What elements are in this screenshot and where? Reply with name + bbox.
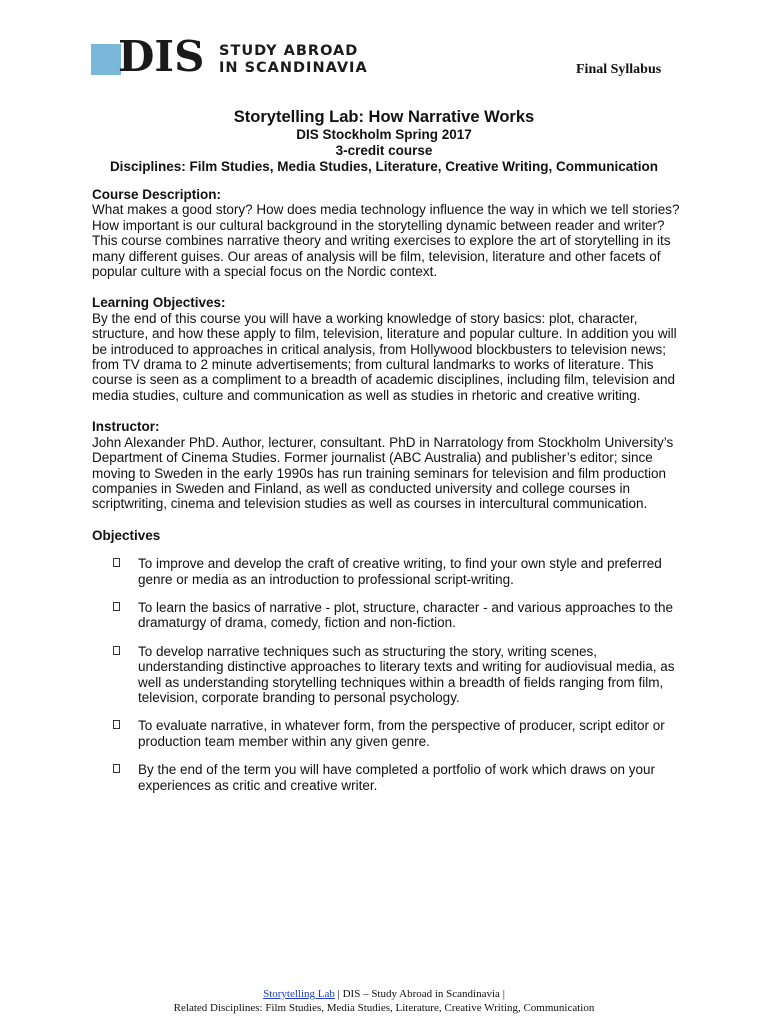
- learning-objectives-heading: Learning Objectives:: [92, 295, 226, 311]
- list-item: [92, 762, 682, 793]
- title-block: [60, 107, 708, 175]
- logo-line-1: STUDY ABROAD: [219, 43, 359, 59]
- course-description-section: [92, 187, 682, 279]
- logo-line-2: IN SCANDINAVIA: [219, 60, 368, 76]
- list-item: [92, 644, 682, 706]
- course-description-text: What makes a good story? How does media technology influence the way in which we tell stories? How important is our cultural background in the storytelling dynamic between reader and writer? This course combines narrative theory and writing exercises to explore the art of storytelling in its many different guises. Our areas of analysis will be film, television, literature and other facets of popular culture with a special focus on the Nordic context.: [92, 202, 680, 280]
- learning-objectives-text: By the end of this course you will have a working knowledge of story basics: plot, character, structure, and how these apply to film, television, literature and popular culture. In addition you will be introduced to approaches in critical analysis, from Hollywood blockbusters to television news; from TV drama to 2 minute advertisements; from cultural landmarks to works of literature. This course is seen as a compliment to a breadth of academic disciplines, including film, television and media studies, culture and communication as well as studies in rhetoric and creative writing.: [92, 310, 677, 403]
- course-title: Storytelling Lab: How Narrative Works: [233, 108, 535, 126]
- bullet-box-icon: [113, 720, 120, 729]
- objectives-section: [92, 528, 682, 793]
- page-footer: [0, 987, 768, 1015]
- course-credits: 3-credit course: [335, 143, 433, 158]
- objective-text: To improve and develop the craft of creative writing, to find your own style and preferred genre or media as an introduction to professional script-writing.: [138, 556, 662, 587]
- logo-mark: DIS: [118, 32, 205, 81]
- instructor-heading: Instructor:: [92, 419, 160, 435]
- course-location: DIS Stockholm Spring 2017: [296, 127, 472, 142]
- footer-line-1-text: | DIS – Study Abroad in Scandinavia |: [334, 988, 505, 1000]
- storytelling-lab-link[interactable]: Storytelling Lab: [263, 988, 335, 1000]
- list-item: [92, 718, 682, 749]
- bullet-box-icon: [113, 558, 120, 567]
- bullet-box-icon: [113, 646, 120, 655]
- logo-color-block: [91, 44, 121, 75]
- instructor-section: [92, 419, 682, 511]
- course-description-heading: Course Description:: [92, 187, 222, 202]
- bullet-box-icon: [113, 602, 120, 611]
- course-disciplines: Disciplines: Film Studies, Media Studies, Literature, Creative Writing, Communication: [109, 159, 659, 174]
- learning-objectives-section: [92, 295, 682, 403]
- list-item: [92, 600, 682, 631]
- list-item: [92, 556, 682, 587]
- instructor-text: John Alexander PhD. Author, lecturer, consultant. PhD in Narratology from Stockholm University’s Department of Cinema Studies. Former journalist (ABC Australia) and publisher’s editor; since moving to Sweden in the early 1990s has run training seminars for television and film production companies in Sweden and Finland, as well as conducted university and college courses in scriptwriting, cinema and television studies as well as courses in intercultural communication.: [92, 434, 674, 512]
- footer-line-2: Related Disciplines: Film Studies, Media Studies, Literature, Creative Writing, Communication: [173, 1002, 595, 1014]
- bullet-box-icon: [113, 764, 120, 773]
- syllabus-content: [92, 187, 682, 806]
- objectives-list: [92, 556, 682, 793]
- objective-text: To evaluate narrative, in whatever form, from the perspective of producer, script editor or production team member within any given genre.: [138, 718, 665, 749]
- objective-text: To develop narrative techniques such as structuring the story, writing scenes, understanding distinctive approaches to literary texts and writing for audiovisual media, as well as understanding storytelling techniques within a breadth of fields ranging from film, television, corporate branding to personal psychology.: [138, 643, 675, 705]
- objective-text: By the end of the term you will have completed a portfolio of work which draws on your experiences as critic and creative writer.: [138, 762, 656, 793]
- final-syllabus-label: Final Syllabus: [576, 62, 662, 77]
- logo-text: [219, 43, 368, 77]
- objectives-heading: Objectives: [92, 527, 161, 543]
- footer-line-1: [0, 987, 768, 1001]
- objective-text: To learn the basics of narrative - plot, structure, character - and various approaches to the dramaturgy of drama, comedy, fiction and non-fiction.: [138, 599, 674, 631]
